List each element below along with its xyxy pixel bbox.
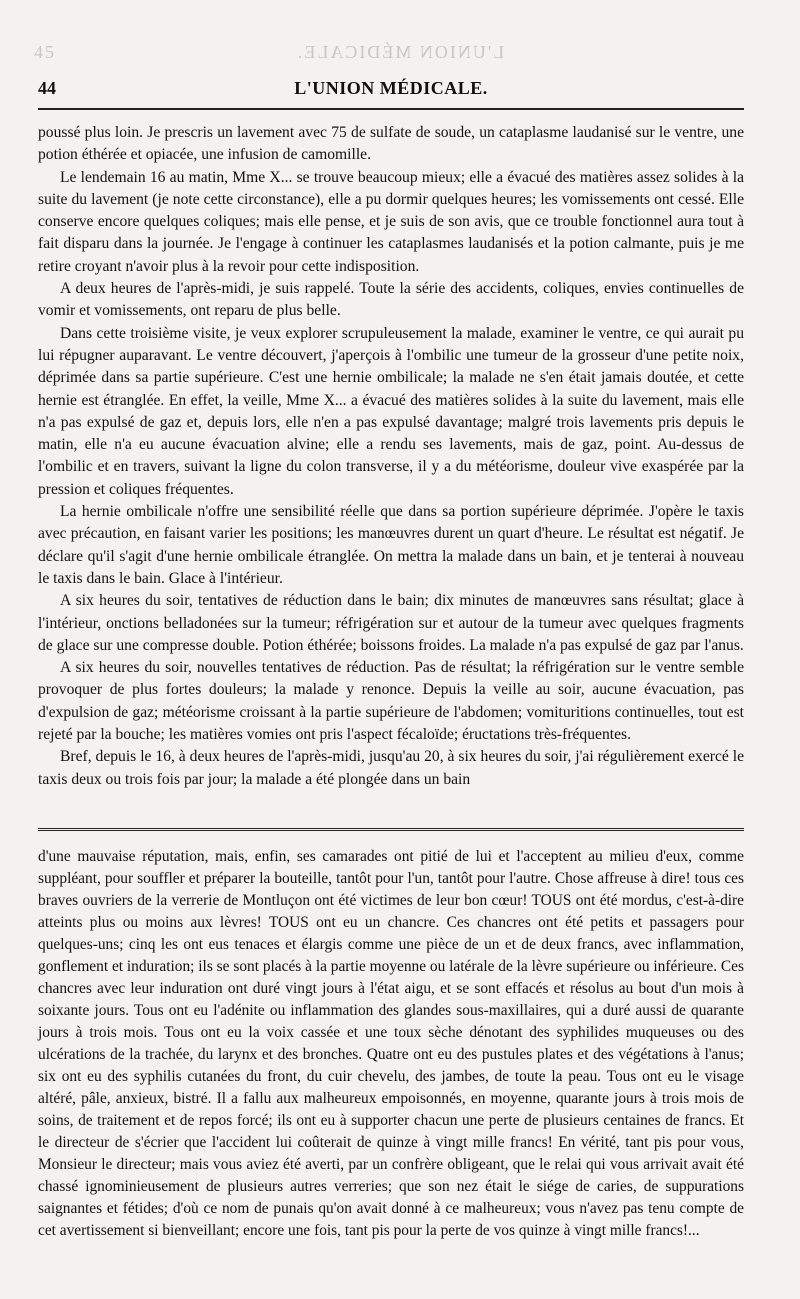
main-article: [38, 122, 744, 791]
page-number: 44: [38, 78, 56, 98]
paragraph: La hernie ombilicale n'offre une sensibilité réelle que dans sa portion supérieure déprimée. J'opère le taxis avec précaution, en faisant varier les positions; les manœuvres durent un quart d'heure. Le résultat est négatif. Je déclare qu'il s'agit d'une hernie ombilicale étranglée. On mettra la malade dans un bain, et je tenterai à nouveau le taxis dans le bain. Glace à l'intérieur.: [38, 503, 744, 587]
page-header: [38, 78, 744, 104]
paragraph: poussé plus loin. Je prescris un lavement avec 75 de sulfate de soude, un cataplasme laudanisé sur le ventre, une potion éthérée et opiacée, une infusion de camomille.: [38, 124, 744, 164]
running-title: L'UNION MÉDICALE.: [294, 78, 488, 98]
paragraph: d'une mauvaise réputation, mais, enfin, ses camarades ont pitié de lui et l'acceptent au milieu d'eux, comme suppléant, pour souffler et préparer la bouteille, tantôt pour l'un, tantôt pour l'autre. Chose affreuse à dire! tous ces braves ouvriers de la verrerie de Montluçon ont été victimes de leur bon cœur! TOUS ont été mordus, c'est-à-dire atteints plus ou moins aux lèvres! TOUS ont eu un chancre. Ces chancres ont été petits et passagers pour quelques-uns; cinq les ont eus tenaces et élargis comme une pièce de un et de deux francs, avec inflammation, gonflement et induration; ils se sont placés à la partie moyenne ou latérale de la lèvre supérieure ou inférieure. Ces chancres avec leur induration ont duré vingt jours à l'état aigu, et se sont effacés et résolus au bout d'un mois à soixante jours. Tous ont eu l'adénite ou inflammation des glandes sous-maxillaires, qui a duré aussi de quarante jours à trois mois. Tous ont eu la voix cassée et une toux sèche dénotant des syphilides muqueuses ou des ulcérations de la trachée, du larynx et des bronches. Quatre ont eu des pustules plates et des végétations à l'anus; six ont eu des syphilis cutanées du front, du cuir chevelu, des jambes, de toute la peau. Tous ont eu le visage altéré, pâle, anxieux, bistré. Il a fallu aux malheureux empoisonnés, en moyenne, quarante jours à trois mois de soins, de traitement et de repos forcé; ils ont eu à supporter chacun une perte de plusieurs centaines de francs. Et le directeur de s'écrier que l'accident lui coûterait de quinze à vingt mille francs! En vérité, tant pis pour vous, Monsieur le directeur; mais vous aviez été averti, par un confrère obligeant, que le relai qui vous arrivait avait été chassé ignominieusement de plusieurs autres verreries; que son nez était le siége de caries, de suppurations saignantes et fétides; d'où ce nom de punais qu'on avait donné à ce malheureux; vous n'avez pas tenu compte de cet avertissement si bienveillant; encore une fois, tant pis pour la perte de vos quinze à vingt mille francs!...: [38, 848, 744, 1239]
feuilleton-separator: [38, 828, 744, 835]
bleed-through-header: [0, 42, 800, 70]
bleed-through-page-number: 45: [34, 42, 56, 62]
paragraph: Bref, depuis le 16, à deux heures de l'après-midi, jusqu'au 20, à six heures du soir, j'ai régulièrement exercé le taxis deux ou trois fois par jour; la malade a été plongée dans un bain: [38, 748, 744, 788]
paragraph: Dans cette troisième visite, je veux explorer scrupuleusement la malade, examiner le ventre, ce qui aurait pu lui répugner auparavant. Le ventre découvert, j'aperçois à l'ombilic une tumeur de la grosseur d'une petite noix, déprimée dans sa partie supérieure. C'est une hernie ombilicale; la malade ne s'en était jamais doutée, et cette hernie est étranglée. En effet, la veille, Mme X... a évacué des matières solides à la suite du lavement, mais elle n'a pas expulsé de gaz et, depuis lors, elle n'en a pas expulsé davantage; malgré trois lavements pris depuis le matin, elle n'a eu aucune évacuation alvine; elle a rendu ses lavements, mais de gaz, point. Au-dessus de l'ombilic et en travers, suivant la ligne du colon transverse, il y a du météorisme, douleur vive exaspérée par la pression et coliques fréquentes.: [38, 324, 744, 498]
feuilleton-article: [38, 846, 744, 1242]
paragraph: A six heures du soir, nouvelles tentatives de réduction. Pas de résultat; la réfrigération sur le ventre semble provoquer de plus fortes douleurs; la malade y renonce. Depuis la veille au soir, aucune évacuation, pas d'expulsion de gaz; météorisme croissant à la partie supérieure de l'abdomen; vomituritions continuelles, tout est rejeté par la bouche; les matières vomies ont pris l'aspect fécaloïde; éructations très-fréquentes.: [38, 659, 744, 744]
paragraph: Le lendemain 16 au matin, Mme X... se trouve beaucoup mieux; elle a évacué des matières assez solides à la suite du lavement (je note cette circonstance), elle a pu dormir quelques heures; les vomissements ont cessé. Elle conserve encore quelques coliques; mais elle pense, et je suis de son avis, que ce trouble fonctionnel aura tout à fait disparu dans la journée. Je l'engage à continuer les cataplasmes laudanisés et la potion calmante, puis je me retire croyant n'avoir plus à la revoir pour cette indisposition.: [38, 168, 744, 275]
bleed-through-title: L'UNION MÉDICALE.: [295, 42, 505, 62]
header-rule: [38, 108, 744, 110]
paragraph: A six heures du soir, tentatives de réduction dans le bain; dix minutes de manœuvres sans résultat; glace à l'intérieur, onctions belladonées sur la tumeur; réfrigération sur et autour de la tumeur avec quelques fragments de glace sur une compresse double. Potion éthérée; boissons froides. La malade n'a pas expulsé de gaz par l'anus.: [38, 592, 744, 654]
paragraph: A deux heures de l'après-midi, je suis rappelé. Toute la série des accidents, coliques, envies continuelles de vomir et vomissements, ont reparu de plus belle.: [38, 280, 744, 320]
